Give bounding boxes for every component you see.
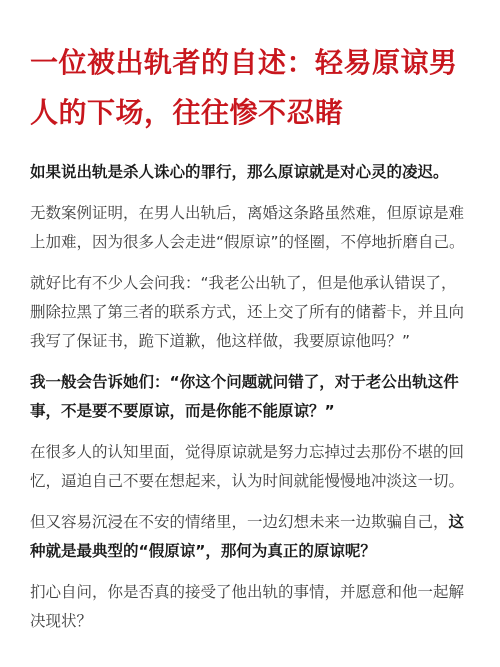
paragraph-5-line-1: 在很多人的认知里面，觉得原谅就是努力忘掉过去那份不堪的回 <box>30 443 465 461</box>
paragraph-6-line-1-normal: 但又容易沉浸在不安的情绪里，一边幻想未来一边欺骗自己， <box>30 513 449 531</box>
paragraph-6-line-1 <box>30 508 470 537</box>
paragraph-2-line-1: 无数案例证明，在男人出轨后，离婚这条路虽然难，但原谅是难 <box>30 204 465 222</box>
paragraph-1: 如果说出轨是杀人诛心的罪行，那么原谅就是对心灵的凌迟。 <box>30 163 449 181</box>
title-line-2: 人的下场，往往惨不忍睹 <box>30 96 344 129</box>
paragraph-6 <box>30 508 470 566</box>
paragraph-7-line-2: 决现状？ <box>30 612 93 630</box>
paragraph-3 <box>30 269 470 356</box>
paragraph-3-line-3: 我写了保证书，跪下道歉，他这样做，我要原谅他吗？” <box>30 332 411 350</box>
paragraph-4 <box>30 368 470 426</box>
paragraph-6-line-2: 种就是最典型的“假原谅”，那何为真正的原谅呢？ <box>30 542 376 560</box>
paragraph-2 <box>30 199 470 257</box>
paragraph-5 <box>30 438 470 496</box>
paragraph-2-line-2: 上加难，因为很多人会走进“假原谅”的怪圈，不停地折磨自己。 <box>30 233 465 251</box>
paragraph-7-line-1: 扪心自问，你是否真的接受了他出轨的事情，并愿意和他一起解 <box>30 583 465 601</box>
paragraph-3-line-2: 删除拉黑了第三者的联系方式，还上交了所有的储蓄卡，并且向 <box>30 303 465 321</box>
paragraph-4-line-2: 事，不是要不要原谅，而是你能不能原谅？” <box>30 402 335 420</box>
paragraph-3-line-1: 就好比有不少人会问我：“我老公出轨了，但是他承认错误了， <box>30 274 457 292</box>
paragraph-5-line-2: 忆，逼迫自己不要在想起来，认为时间就能慢慢地冲淡这一切。 <box>30 472 465 490</box>
title-line-1: 一位被出轨者的自述：轻易原谅男 <box>30 46 458 79</box>
paragraph-7 <box>30 578 470 636</box>
article-title <box>30 38 470 138</box>
paragraph-6-line-1-bold: 这 <box>448 513 465 531</box>
paragraph-4-line-1: 我一般会告诉她们：“你这个问题就问错了，对于老公出轨这件 <box>30 373 459 391</box>
